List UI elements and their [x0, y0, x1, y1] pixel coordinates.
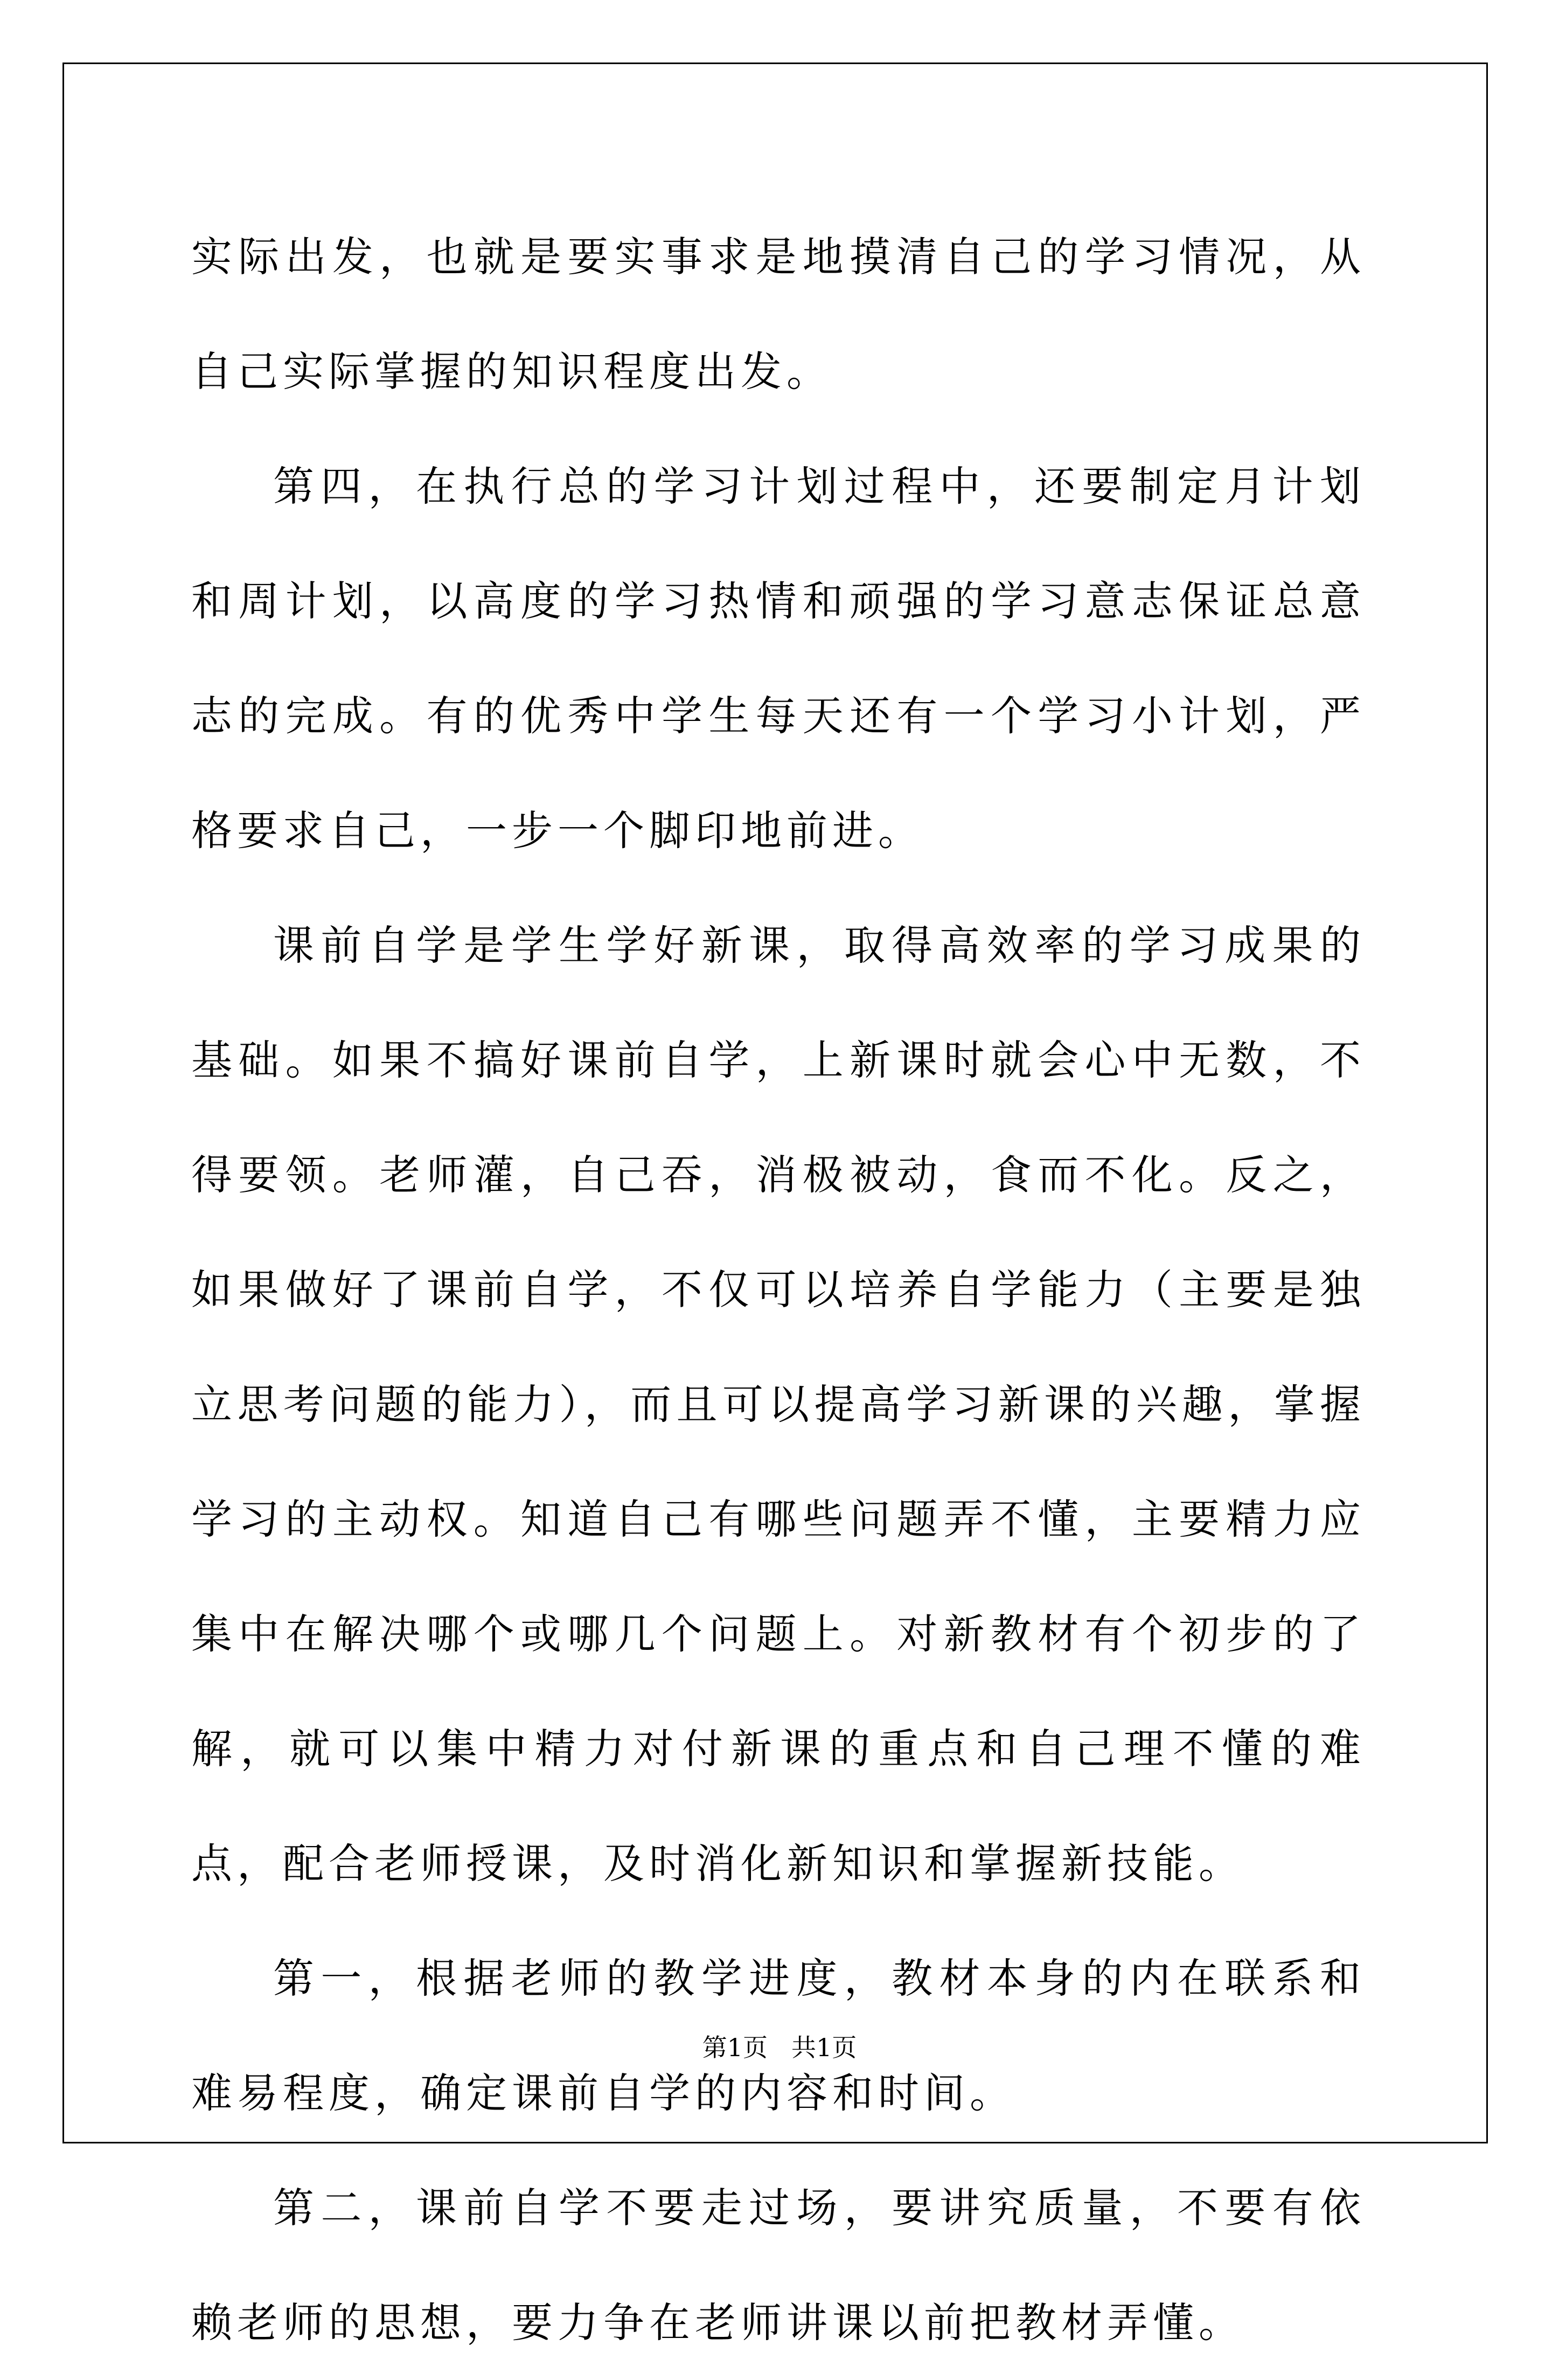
paragraph-5: 第二，课前自学不要走过场，要讲究质量，不要有依赖老师的思想，要力争在老师讲课以前把教材弄懂。: [191, 2184, 1366, 2347]
page-number: 第1页: [702, 2033, 768, 2062]
page-footer: [0, 2031, 1559, 2064]
page-total: 共1页: [791, 2033, 857, 2062]
paragraph-1: 实际出发，也就是要实事求是地摸清自己的学习情况，从自己实际掌握的知识程度出发。: [191, 233, 1366, 395]
paragraph-2: 第四，在执行总的学习计划过程中，还要制定月计划和周计划，以高度的学习热情和顽强的学习意志保证总意志的完成。有的优秀中学生每天还有一个学习小计划，严格要求自己，一步一个脚印地前进。: [191, 462, 1366, 855]
paragraph-3: 课前自学是学生学好新课，取得高效率的学习成果的基础。如果不搞好课前自学，上新课时就会心中无数，不得要领。老师灌，自己吞，消极被动，食而不化。反之，如果做好了课前自学，不仅可以培养自学能力（主要是独立思考问题的能力），而且可以提高学习新课的兴趣，掌握学习的主动权。知道自己有哪些问题弄不懂，主要精力应集中在解决哪个或哪几个问题上。对新教材有个初步的了解，就可以集中精力对付新课的重点和自己理不懂的难点，配合老师授课，及时消化新知识和掌握新技能。: [191, 921, 1366, 1888]
paragraph-4: 第一，根据老师的教学进度，教材本身的内在联系和难易程度，确定课前自学的内容和时间。: [191, 1954, 1366, 2117]
